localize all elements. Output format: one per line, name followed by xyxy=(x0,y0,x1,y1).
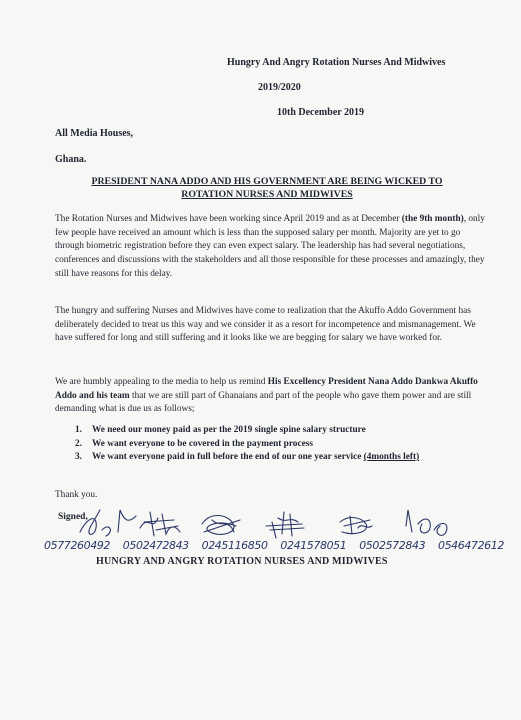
signature-6 xyxy=(406,510,447,535)
paragraph-1 xyxy=(55,213,485,282)
phone-number: 0502472843 xyxy=(122,539,189,552)
paragraph-1-text-c: , only few people have received an amount which is less than the supposed salary per month. Majority are yet to go through biometric registration before they can even expect salary. The leadership has had several negotiations, conferences and discussions with the stakeholders and all those responsible for these processes and amazingly, they still have reasons for this delay. xyxy=(55,214,485,279)
letter-date: 10th December 2019 xyxy=(277,107,365,118)
recipient-line-1: All Media Houses, xyxy=(55,128,134,139)
months-left-note: (4months left) xyxy=(363,452,420,463)
signature-1 xyxy=(80,510,136,536)
letter-headline xyxy=(62,176,472,201)
signature-3 xyxy=(202,516,240,535)
phone-number: 0245116850 xyxy=(201,539,268,552)
phone-numbers xyxy=(44,539,504,552)
signature-4 xyxy=(266,512,304,538)
signature-2 xyxy=(140,512,180,536)
paragraph-3 xyxy=(55,376,485,417)
letter-year: 2019/2020 xyxy=(258,82,301,93)
phone-number: 0546472612 xyxy=(437,539,504,552)
demands-list xyxy=(75,424,495,465)
paragraph-3-text-a: We are humbly appealing to the media to help us remind xyxy=(55,377,268,387)
phone-number: 0502572843 xyxy=(359,539,426,552)
footer-organization: HUNGRY AND ANGRY ROTATION NURSES AND MIDWIVES xyxy=(96,556,388,567)
demand-item: 2. We want everyone to be covered in the payment process xyxy=(75,438,313,449)
recipient-line-2: Ghana. xyxy=(55,154,87,165)
headline-line-2: ROTATION NURSES AND MIDWIVES xyxy=(181,188,353,200)
organization-heading: Hungry And Angry Rotation Nurses And Midwives xyxy=(227,57,446,68)
phone-number: 0241578051 xyxy=(280,539,347,552)
paragraph-1-bold: (the 9th month) xyxy=(401,214,464,224)
paragraph-3-text-c: that we are still part of Ghanaians and part of the people who gave them power and are still demanding what is due us as follows; xyxy=(55,390,472,415)
paragraph-3-bold: His Excellency President Nana Addo Dankwa Akuffo Addo and his team xyxy=(55,377,478,401)
demand-item: 1. We need our money paid as per the 2019 single spine salary structure xyxy=(75,425,366,435)
paragraph-2: The hungry and suffering Nurses and Midwives have come to realization that the Akuffo Addo Government has deliberately decided to treat us this way and we consider it as a resort for incompetence and mismanagement. We have suffered for long and still suffering and it looks like we are begging for salary we have worked for. xyxy=(55,306,476,344)
closing-thanks: Thank you. xyxy=(55,490,98,500)
signed-label: Signed, xyxy=(58,512,88,522)
headline-line-1: PRESIDENT NANA ADDO AND HIS GOVERNMENT ARE BEING WICKED TO xyxy=(91,176,443,187)
paragraph-1-text-a: The Rotation Nurses and Midwives have been working since April 2019 and as at December xyxy=(55,214,400,224)
signature-5 xyxy=(340,516,372,534)
phone-number: 0577260492 xyxy=(44,539,110,552)
demand-item: 3. We want everyone paid in full before the end of our one year service (4months left) xyxy=(75,452,420,463)
